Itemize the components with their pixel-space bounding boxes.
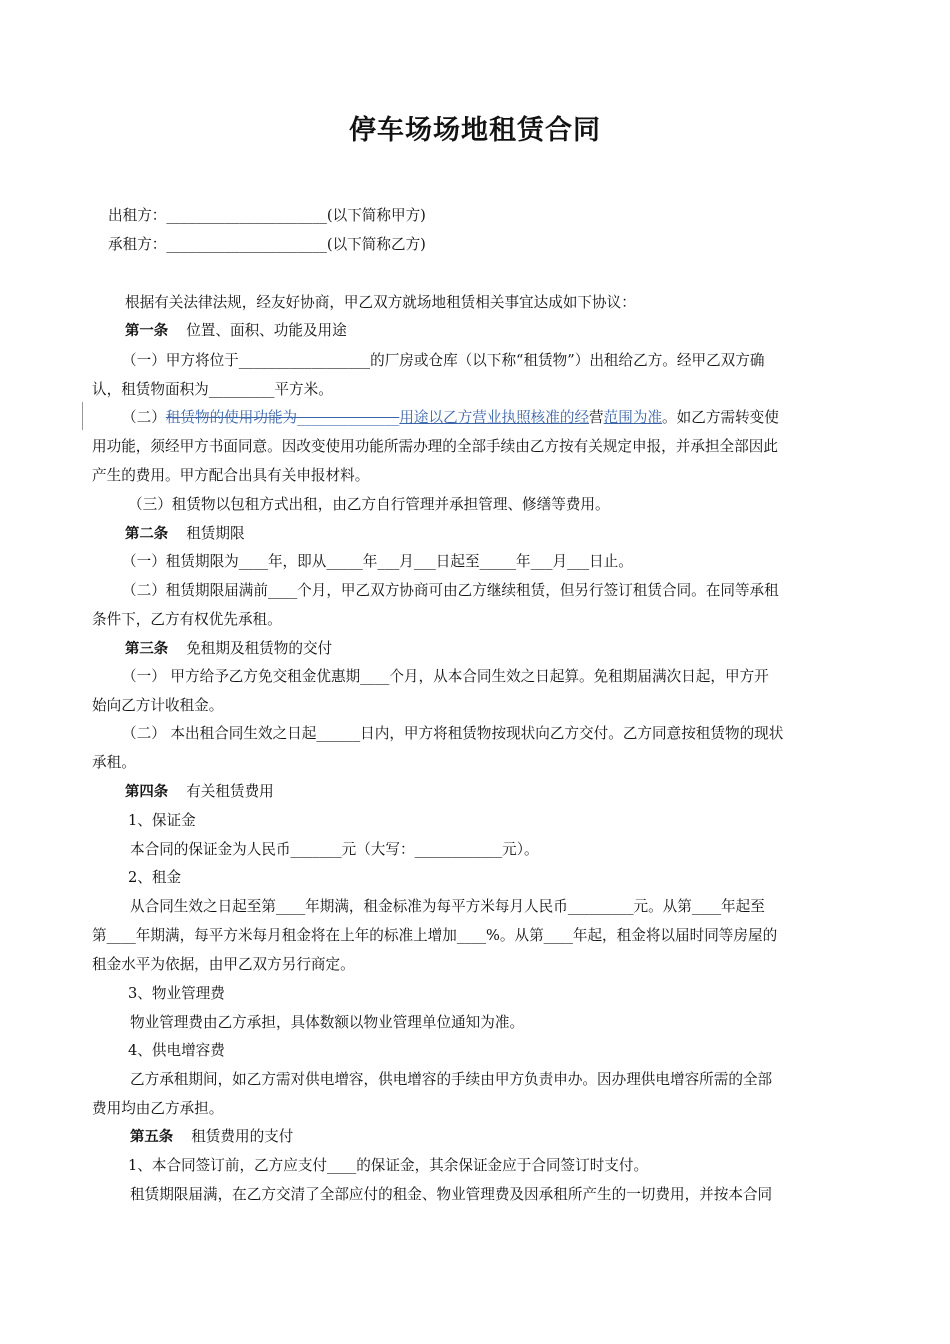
power-fee-text-line-1: 乙方承租期间，如乙方需对供电增容，供电增容的手续由甲方负责申办。因办理供电增容所需的全部 (130, 1071, 773, 1088)
article-2-clause-2-line-2: 条件下，乙方有权优先承租。 (92, 611, 282, 628)
rent-text-line-3: 租金水平为依据，由甲乙双方另行商定。 (92, 956, 355, 973)
revision-change-bar (82, 402, 83, 430)
article-1-number: 第一条 (125, 323, 169, 339)
article-1-clause-2-line-3: 产生的费用。甲方配合出具有关申报材料。 (92, 467, 370, 484)
article-2-clause-1: （一）租赁期限为____年，即从_____年___月___日起至_____年___月___日止。 (122, 553, 633, 570)
article-5-header (130, 1127, 293, 1147)
article-5-clause-2-line-1: 租赁期限届满，在乙方交清了全部应付的租金、物业管理费及因承租所产生的一切费用，并按本合同 (130, 1186, 773, 1203)
article-3-clause-2-line-1: （二） 本出租合同生效之日起______日内，甲方将租赁物按现状向乙方交付。乙方同意按租赁物的现状 (122, 725, 784, 742)
clause-2-prefix: （二） (122, 409, 166, 426)
article-5-title: 租赁费用的支付 (191, 1128, 294, 1145)
article-2-title: 租赁期限 (186, 525, 245, 542)
article-1-clause-2-line-1 (122, 408, 779, 428)
article-3-clause-2-line-2: 承租。 (92, 754, 136, 771)
article-2-header (125, 524, 245, 544)
article-5-clause-1: 1、本合同签订前，乙方应支付____的保证金，其余保证金应于合同签订时支付。 (128, 1157, 649, 1174)
deleted-text: 租赁物的使用功能为______________ (165, 409, 400, 426)
article-2-number: 第二条 (125, 526, 169, 542)
inserted-text-2: 范围为准 (603, 409, 663, 426)
article-5-number: 第五条 (130, 1129, 174, 1145)
property-fee-text: 物业管理费由乙方承担，具体数额以物业管理单位通知为准。 (130, 1014, 525, 1031)
lessor-line: 出租方：______________________(以下简称甲方) (108, 207, 426, 224)
article-1-clause-1-line-2: 认，租赁物面积为_________平方米。 (92, 381, 333, 398)
clause-2-post: 。如乙方需转变使 (662, 409, 779, 426)
deposit-text: 本合同的保证金为人民币_______元（大写：____________元）。 (130, 841, 539, 858)
power-fee-heading: 4、供电增容费 (128, 1042, 225, 1059)
article-3-clause-1-line-2: 始向乙方计收租金。 (92, 697, 224, 714)
property-fee-heading: 3、物业管理费 (128, 985, 225, 1002)
article-3-number: 第三条 (125, 641, 169, 657)
article-4-number: 第四条 (125, 784, 169, 800)
article-1-clause-1-line-1: （一）甲方将位于__________________的厂房或仓库（以下称“租赁物”）出租给乙方。经甲乙双方确 (122, 352, 765, 369)
article-1-title: 位置、面积、功能及用途 (186, 322, 347, 339)
deposit-heading: 1、保证金 (128, 812, 196, 829)
rent-text-line-1: 从合同生效之日起至第____年期满，租金标准为每平方米每月人民币_________元。从第____年起至 (130, 898, 765, 915)
article-1-clause-3: （三）租赁物以包租方式出租，由乙方自行管理并承担管理、修缮等费用。 (128, 496, 610, 513)
lessee-line: 承租方：______________________(以下简称乙方) (108, 236, 426, 253)
article-2-clause-2-line-1: （二）租赁期限届满前____个月，甲乙双方协商可由乙方继续租赁，但另行签订租赁合同。在同等承租 (122, 582, 779, 599)
article-3-title: 免租期及租赁物的交付 (186, 640, 333, 657)
inserted-text-1: 用途以乙方营业执照核准的经 (399, 409, 590, 426)
article-4-title: 有关租赁费用 (186, 783, 274, 800)
article-3-header (125, 639, 332, 659)
document-title: 停车场场地租赁合同 (349, 115, 601, 146)
article-3-clause-1-line-1: （一） 甲方给予乙方免交租金优惠期____个月，从本合同生效之日起算。免租期届满次日起，甲方开 (122, 668, 769, 685)
clause-2-mid: 营 (589, 409, 604, 426)
article-1-header (125, 321, 347, 341)
rent-heading: 2、租金 (128, 869, 182, 886)
rent-text-line-2: 第____年期满，每平方米每月租金将在上年的标准上增加____%。从第____年起，租金将以届时同等房屋的 (92, 927, 778, 944)
intro-paragraph: 根据有关法律法规，经友好协商，甲乙双方就场地租赁相关事宜达成如下协议： (125, 294, 636, 311)
power-fee-text-line-2: 费用均由乙方承担。 (92, 1100, 224, 1117)
article-4-header (125, 782, 274, 802)
article-1-clause-2-line-2: 用功能，须经甲方书面同意。因改变使用功能所需办理的全部手续由乙方按有关规定申报，并承担全部因此 (92, 438, 778, 455)
